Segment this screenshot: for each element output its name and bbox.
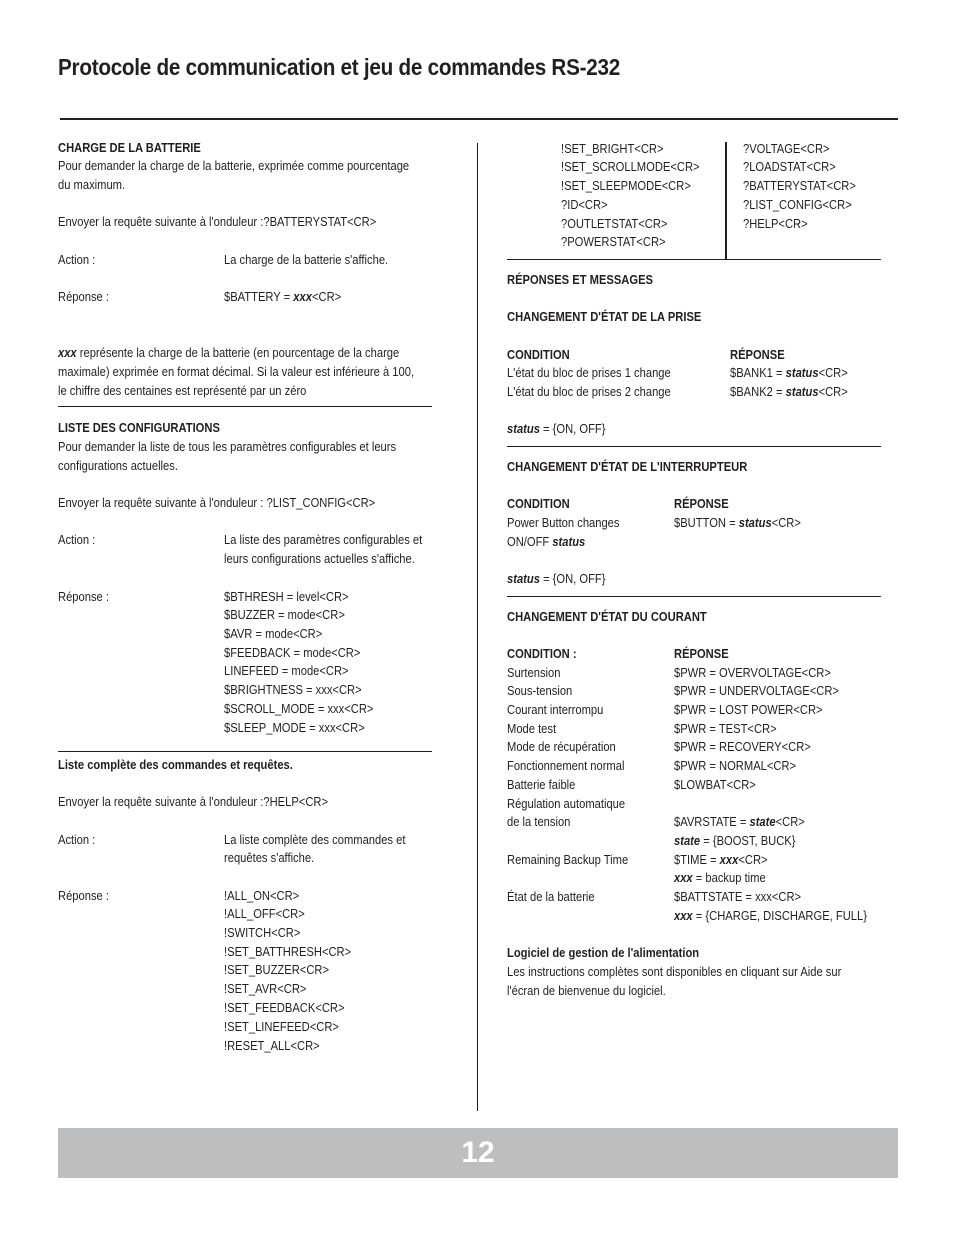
outlet-response: $BANK1 = status<CR> [730,365,848,380]
command-list-item: ?HELP<CR> [743,216,808,231]
battery-charge-send: Envoyer la requête suivante à l'onduleur :?BATTERYSTAT<CR> [58,214,377,229]
command-list-item: ?LIST_CONFIG<CR> [743,197,852,212]
help-list-heading: Liste complète des commandes et requêtes. [58,757,293,772]
power-condition: Mode test [507,721,557,736]
action-label: Action : [58,532,96,547]
power-response-note: xxx = backup time [674,870,766,885]
action-label: Action : [58,252,96,267]
section-divider [507,596,881,597]
command-list-item: ?LOADSTAT<CR> [743,159,836,174]
power-response-note: xxx = {CHARGE, DISCHARGE, FULL} [674,908,867,923]
battery-charge-response: $BATTERY = xxx<CR> [224,289,342,304]
command-list-item: !SET_SCROLLMODE<CR> [561,159,700,174]
power-response: $PWR = RECOVERY<CR> [674,739,811,754]
power-change-heading: CHANGEMENT D'ÉTAT DU COURANT [507,609,707,624]
power-condition: Batterie faible [507,777,576,792]
help-response-line: !SET_FEEDBACK<CR> [224,1000,345,1015]
power-response: $AVRSTATE = state<CR> [674,814,805,829]
config-response-line: $BRIGHTNESS = xxx<CR> [224,682,362,697]
power-response: $BATTSTATE = xxx<CR> [674,889,802,904]
status-values: status = {ON, OFF} [507,421,606,436]
config-list-action-line: La liste des paramètres configurables et [224,532,423,547]
responses-heading: RÉPONSES ET MESSAGES [507,272,653,287]
response-header: RÉPONSE [674,496,729,511]
help-response-line: !SWITCH<CR> [224,925,301,940]
help-list-action-line: requêtes s'affiche. [224,850,315,865]
section-divider [58,751,432,752]
switch-condition: ON/OFF status [507,534,586,549]
battery-charge-desc-line: du maximum. [58,177,126,192]
help-response-line: !SET_BUZZER<CR> [224,962,330,977]
status-values: status = {ON, OFF} [507,571,606,586]
power-response: $PWR = OVERVOLTAGE<CR> [674,665,831,680]
power-condition: Surtension [507,665,561,680]
command-list-item: ?POWERSTAT<CR> [561,234,666,249]
power-condition: État de la batterie [507,889,595,904]
config-response-line: $BTHRESH = level<CR> [224,589,349,604]
help-response-line: !ALL_OFF<CR> [224,906,305,921]
config-list-heading: LISTE DES CONFIGURATIONS [58,420,220,435]
power-condition: Mode de récupération [507,739,616,754]
page-title: Protocole de communication et jeu de commandes RS-232 [58,54,620,80]
command-list-item: !SET_BRIGHT<CR> [561,141,664,156]
software-text-line: Les instructions complètes sont disponibles en cliquant sur Aide sur [507,964,842,979]
section-divider [507,259,881,260]
power-condition: Fonctionnement normal [507,758,625,773]
config-response-line: $FEEDBACK = mode<CR> [224,645,361,660]
title-rule [60,118,898,120]
power-condition: Sous-tension [507,683,573,698]
help-list-send: Envoyer la requête suivante à l'onduleur :?HELP<CR> [58,794,328,809]
software-text-line: l'écran de bienvenue du logiciel. [507,983,666,998]
help-list-action-line: La liste complète des commandes et [224,832,406,847]
condition-header: CONDITION [507,496,570,511]
outlet-condition: L'état du bloc de prises 1 change [507,365,671,380]
power-condition: Courant interrompu [507,702,604,717]
power-response: $PWR = LOST POWER<CR> [674,702,823,717]
battery-charge-desc-line: Pour demander la charge de la batterie, exprimée comme pourcentage [58,158,410,173]
software-heading: Logiciel de gestion de l'alimentation [507,945,700,960]
help-response-line: !ALL_ON<CR> [224,888,300,903]
power-condition: de la tension [507,814,571,829]
power-response: $PWR = UNDERVOLTAGE<CR> [674,683,839,698]
battery-charge-heading: CHARGE DE LA BATTERIE [58,140,201,155]
response-label: Réponse : [58,589,109,604]
power-response: $LOWBAT<CR> [674,777,756,792]
power-response-note: state = {BOOST, BUCK} [674,833,796,848]
command-list-item: ?VOLTAGE<CR> [743,141,830,156]
action-label: Action : [58,832,96,847]
command-list-item: ?OUTLETSTAT<CR> [561,216,668,231]
power-condition: Régulation automatique [507,796,626,811]
battery-charge-note-line: maximale) exprimée en format décimal. Si la valeur est inférieure à 100, [58,364,415,379]
switch-response: $BUTTON = status<CR> [674,515,801,530]
help-response-line: !SET_AVR<CR> [224,981,307,996]
response-header: RÉPONSE [674,646,729,661]
battery-charge-note-line: le chiffre des centaines est représenté par un zéro [58,383,307,398]
condition-header: CONDITION : [507,646,577,661]
power-response: $PWR = TEST<CR> [674,721,777,736]
config-response-line: LINEFEED = mode<CR> [224,663,349,678]
switch-condition: Power Button changes [507,515,620,530]
config-response-line: $BUZZER = mode<CR> [224,607,345,622]
config-list-action-line: leurs configurations actuelles s'affiche. [224,551,415,566]
command-list-item: !SET_SLEEPMODE<CR> [561,178,691,193]
column-divider [477,143,478,1111]
outlet-condition: L'état du bloc de prises 2 change [507,384,671,399]
config-list-desc-line: Pour demander la liste de tous les paramètres configurables et leurs [58,439,397,454]
battery-charge-note-line: xxx représente la charge de la batterie (en pourcentage de la charge [58,345,400,360]
page-number: 12 [461,1136,495,1169]
response-label: Réponse : [58,888,109,903]
config-response-line: $AVR = mode<CR> [224,626,323,641]
section-divider [58,406,432,407]
help-response-line: !SET_LINEFEED<CR> [224,1019,339,1034]
switch-change-heading: CHANGEMENT D'ÉTAT DE L'INTERRUPTEUR [507,459,748,474]
config-list-send: Envoyer la requête suivante à l'onduleur : ?LIST_CONFIG<CR> [58,495,376,510]
response-header: RÉPONSE [730,347,785,362]
outlet-change-heading: CHANGEMENT D'ÉTAT DE LA PRISE [507,309,702,324]
footer-bar [58,1128,898,1178]
condition-header: CONDITION [507,347,570,362]
power-response: $PWR = NORMAL<CR> [674,758,797,773]
outlet-response: $BANK2 = status<CR> [730,384,848,399]
command-list-item: ?BATTERYSTAT<CR> [743,178,856,193]
section-divider [507,446,881,447]
power-condition: Remaining Backup Time [507,852,629,867]
response-label: Réponse : [58,289,109,304]
config-response-line: $SCROLL_MODE = xxx<CR> [224,701,374,716]
command-column-divider [725,142,727,259]
config-list-desc-line: configurations actuelles. [58,458,178,473]
battery-charge-action: La charge de la batterie s'affiche. [224,252,389,267]
command-list-item: ?ID<CR> [561,197,608,212]
help-response-line: !RESET_ALL<CR> [224,1038,320,1053]
config-response-line: $SLEEP_MODE = xxx<CR> [224,720,365,735]
power-response: $TIME = xxx<CR> [674,852,768,867]
help-response-line: !SET_BATTHRESH<CR> [224,944,352,959]
